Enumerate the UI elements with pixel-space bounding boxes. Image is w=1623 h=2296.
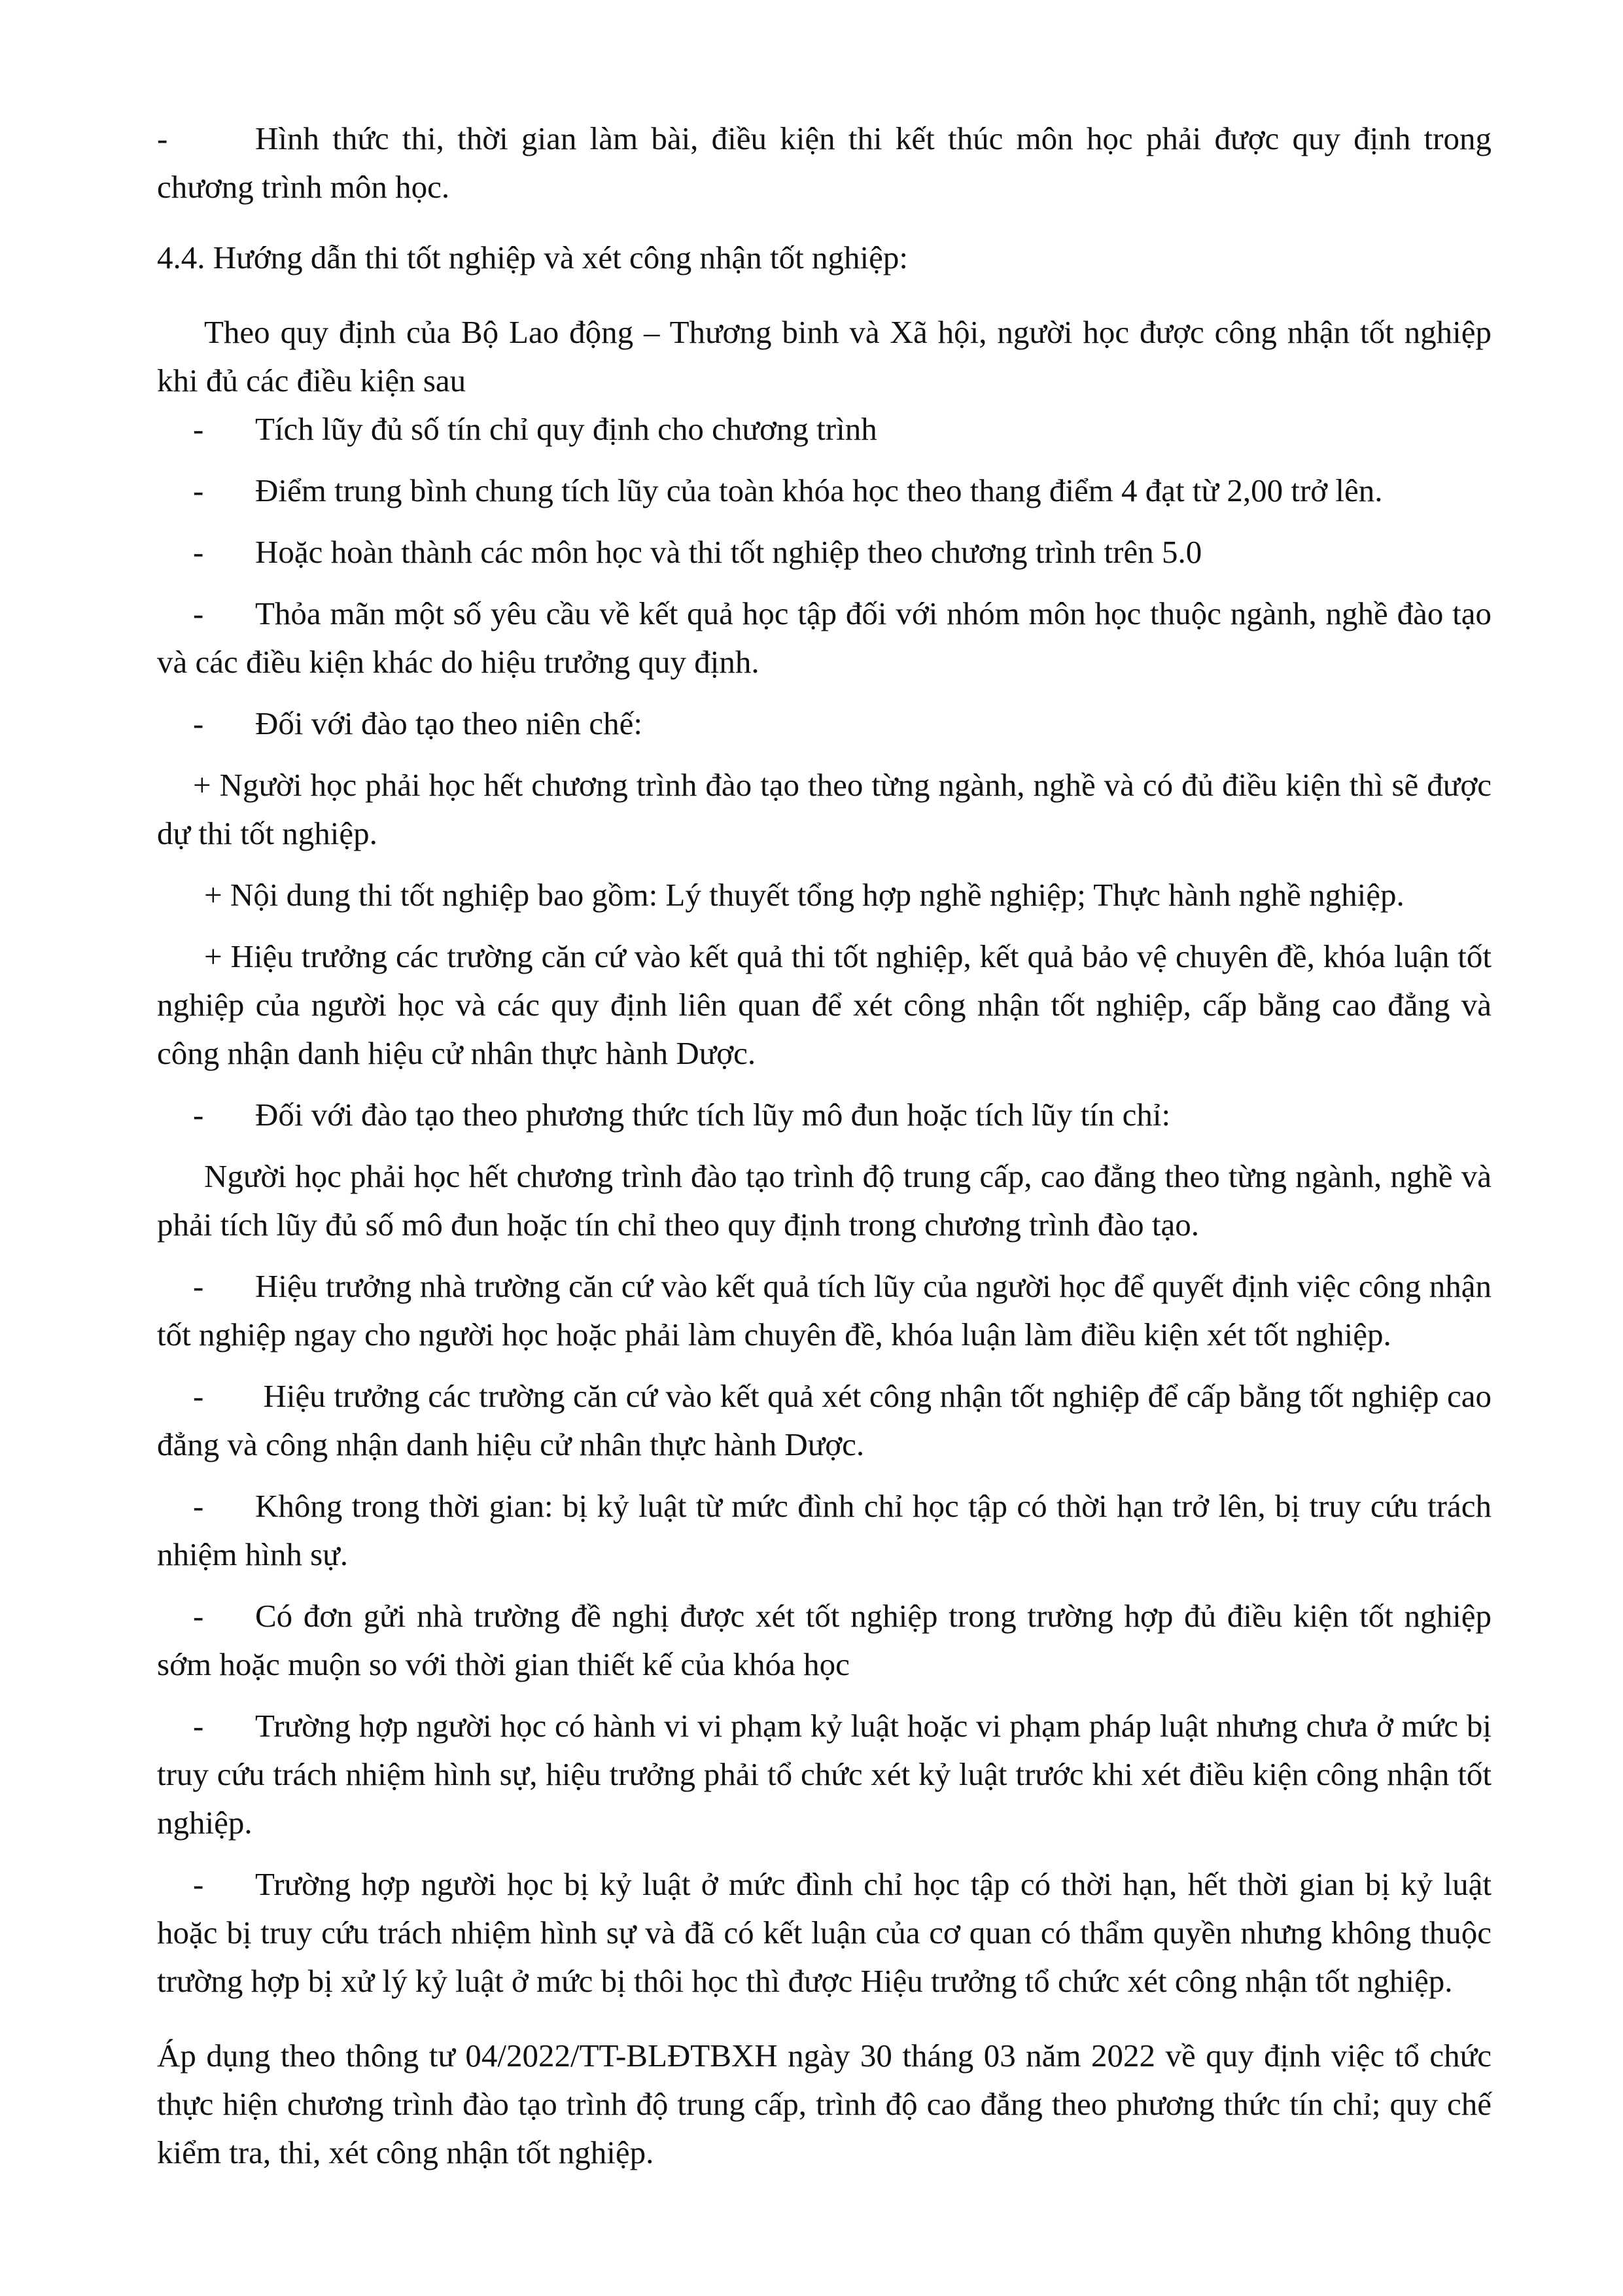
list-item xyxy=(157,1702,1492,1847)
plus-item: + Người học phải học hết chương trình đào tạo theo từng ngành, nghề và có đủ điều kiện thì sẽ được dự thi tốt nghiệp. xyxy=(157,767,1492,851)
item-text: Trường hợp người học có hành vi vi phạm kỷ luật hoặc vi phạm pháp luật nhưng chưa ở mức bị truy cứu trách nhiệm hình sự, hiệu trưởng phải tổ chức xét kỷ luật trước khi xét điều kiện công nhận tốt nghiệp. xyxy=(157,1708,1492,1841)
bullet-dash: - xyxy=(193,595,204,631)
intro-paragraph: Theo quy định của Bộ Lao động – Thương binh và Xã hội, người học được công nhận tốt nghiệp khi đủ các điều kiện sau xyxy=(157,314,1492,398)
item-text: Không trong thời gian: bị kỷ luật từ mức đình chỉ học tập có thời hạn trở lên, bị truy cứu trách nhiệm hình sự. xyxy=(157,1488,1492,1572)
credit-system-item xyxy=(157,1091,1492,1139)
item-text: Hiệu trưởng nhà trường căn cứ vào kết quả tích lũy của người học để quyết định việc công nhận tốt nghiệp ngay cho người học hoặc phải làm chuyên đề, khóa luận làm điều kiện xét tốt nghiệp. xyxy=(157,1268,1492,1352)
list-item xyxy=(157,1372,1492,1469)
bullet-dash: - xyxy=(193,1866,204,1902)
bullet-dash: - xyxy=(193,1097,204,1133)
plus-item: + Hiệu trưởng các trường căn cứ vào kết quả thi tốt nghiệp, kết quả bảo vệ chuyên đề, khóa luận tốt nghiệp của người học và các quy định liên quan để xét công nhận tốt nghiệp, cấp bằng cao đẳng và công nhận danh hiệu cử nhân thực hành Dược. xyxy=(157,938,1492,1071)
credit-paragraph: Người học phải học hết chương trình đào tạo trình độ trung cấp, cao đẳng theo từng ngành, nghề và phải tích lũy đủ số mô đun hoặc tín chỉ theo quy định trong chương trình đào tạo. xyxy=(157,1158,1492,1243)
bullet-dash: - xyxy=(193,1708,204,1744)
closing-paragraph: Áp dụng theo thông tư 04/2022/TT-BLĐTBXH ngày 30 tháng 03 năm 2022 về quy định việc tổ chức thực hiện chương trình đào tạo trình độ trung cấp, trình độ cao đẳng theo phương thức tín chỉ; quy chế kiểm tra, thi, xét công nhận tốt nghiệp. xyxy=(157,2038,1492,2170)
item-text: Tích lũy đủ số tín chỉ quy định cho chương trình xyxy=(255,411,877,447)
bullet-dash: - xyxy=(193,472,204,508)
list-item xyxy=(157,1482,1492,1579)
list-item xyxy=(157,1592,1492,1689)
bullet-dash: - xyxy=(193,411,204,447)
item-text: Hình thức thi, thời gian làm bài, điều kiện thi kết thúc môn học phải được quy định trong chương trình môn học. xyxy=(157,120,1492,205)
item-text: Thỏa mãn một số yêu cầu về kết quả học tập đối với nhóm môn học thuộc ngành, nghề đào tạo và các điều kiện khác do hiệu trưởng quy định. xyxy=(157,595,1492,680)
item-text: Đối với đào tạo theo phương thức tích lũy mô đun hoặc tích lũy tín chỉ: xyxy=(255,1097,1171,1133)
list-item xyxy=(157,467,1492,515)
list-item xyxy=(157,699,1492,748)
section-heading-4-4: 4.4. Hướng dẫn thi tốt nghiệp và xét công nhận tốt nghiệp: xyxy=(157,239,908,275)
bullet-dash: - xyxy=(193,1268,204,1304)
bullet-dash: - xyxy=(193,1378,204,1414)
list-item xyxy=(157,1262,1492,1359)
item-text: Có đơn gửi nhà trường đề nghị được xét tốt nghiệp trong trường hợp đủ điều kiện tốt nghiệp sớm hoặc muộn so với thời gian thiết kế của khóa học xyxy=(157,1598,1492,1682)
plus-item: + Nội dung thi tốt nghiệp bao gồm: Lý thuyết tổng hợp nghề nghiệp; Thực hành nghề nghiệp. xyxy=(204,877,1405,913)
document-page xyxy=(157,115,1492,2177)
item-text: Trường hợp người học bị kỷ luật ở mức đình chỉ học tập có thời hạn, hết thời gian bị kỷ luật hoặc bị truy cứu trách nhiệm hình sự và đã có kết luận của cơ quan có thẩm quyền nhưng không thuộc trường hợp bị xử lý kỷ luật ở mức bị thôi học thì được Hiệu trưởng tổ chức xét công nhận tốt nghiệp. xyxy=(157,1866,1492,1999)
list-item xyxy=(157,405,1492,453)
list-item xyxy=(157,590,1492,686)
item-text: Hoặc hoàn thành các môn học và thi tốt nghiệp theo chương trình trên 5.0 xyxy=(255,534,1202,570)
bullet-dash: - xyxy=(193,534,204,570)
list-item xyxy=(157,1860,1492,2005)
bullet-dash: - xyxy=(157,120,168,156)
item-text: Đối với đào tạo theo niên chế: xyxy=(255,705,642,741)
item-text: Điểm trung bình chung tích lũy của toàn khóa học theo thang điểm 4 đạt từ 2,00 trở lên. xyxy=(255,472,1383,508)
exam-format-item xyxy=(157,115,1492,211)
list-item xyxy=(157,528,1492,576)
bullet-dash: - xyxy=(193,1598,204,1634)
item-text: Hiệu trưởng các trường căn cứ vào kết quả xét công nhận tốt nghiệp để cấp bằng tốt nghiệp cao đẳng và công nhận danh hiệu cử nhân thực hành Dược. xyxy=(157,1378,1492,1462)
bullet-dash: - xyxy=(193,705,204,741)
bullet-dash: - xyxy=(193,1488,204,1524)
